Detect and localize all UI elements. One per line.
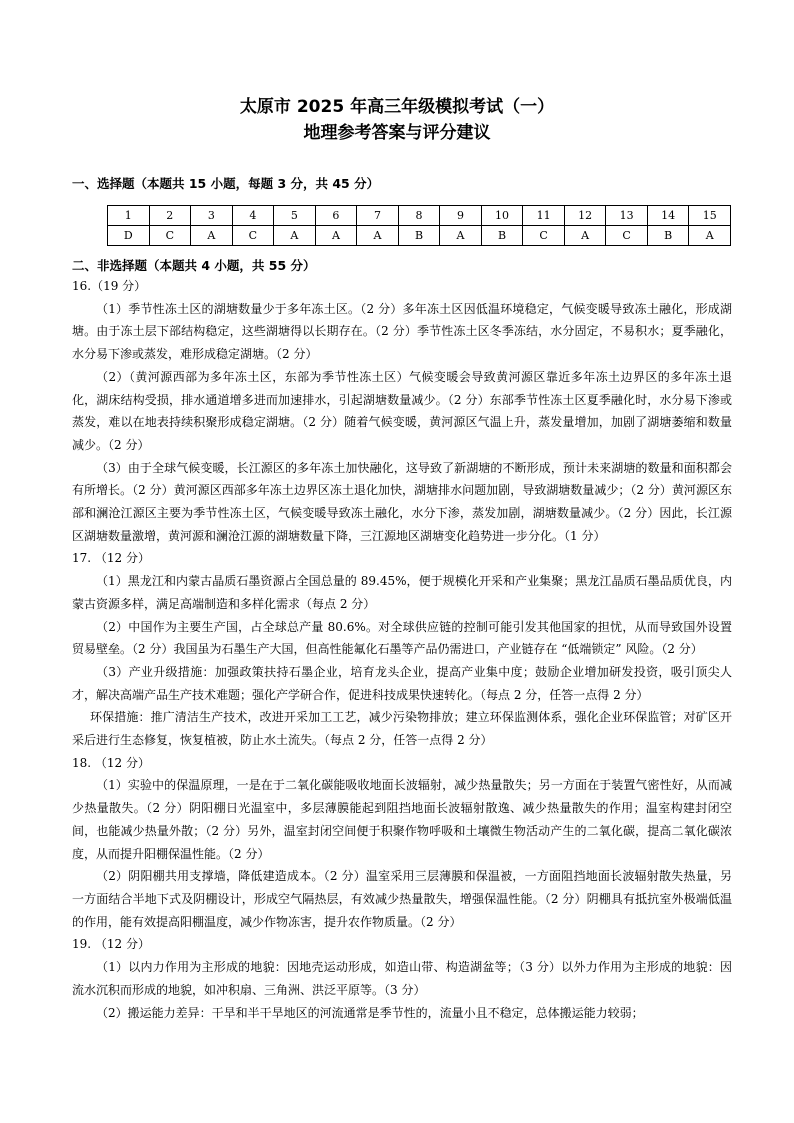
document-subtitle: 地理参考答案与评分建议 (303, 123, 491, 143)
question-19-answer-1: （1）以内力作用为主形成的地貌：因地壳运动形成，如造山带、构造湖盆等；（3 分）以外力作用为主形成的地貌：因流水沉积而形成的地貌，如冲积扇、三角洲、洪泛平原等。（3 分） (72, 960, 732, 997)
answer-cell: A (315, 226, 357, 246)
answer-cell: C (149, 226, 191, 246)
question-18-heading: 18. （12 分） (72, 755, 150, 770)
answer-cell: C (523, 226, 565, 246)
section-heading-multiple-choice: 一、选择题（本题共 15 小题，每题 3 分，共 45 分） (72, 176, 380, 191)
question-number-cell: 2 (149, 206, 191, 226)
question-number-cell: 12 (564, 206, 606, 226)
answer-cell: C (606, 226, 648, 246)
question-number-cell: 15 (689, 206, 731, 226)
question-16-answer-2: （2）（黄河源西部为多年冻土区，东部为季节性冻土区）气候变暖会导致黄河源区靠近多年冻土边界区的多年冻土退化，湖床结构受损，排水通道增多进而加速排水，引起湖塘数量减少。（2 分）东部季节性冻土区夏季融化时，水分易下渗或蒸发，难以在地表持续积聚形成稳定湖塘。（2 分）随着气候变暖，黄河源区气温上升，蒸发量增加，加剧了湖塘萎缩和数量减少。（2 分） (72, 369, 732, 452)
answer-cell: D (108, 226, 150, 246)
answer-cell: C (232, 226, 274, 246)
section-heading-non-multiple-choice: 二、非选择题（本题共 4 小题，共 55 分） (72, 258, 316, 273)
question-16-heading: 16.（19 分） (72, 279, 147, 293)
question-17-answer-1: （1）黑龙江和内蒙古晶质石墨资源占全国总量的 89.45%，便于规模化开采和产业集聚；黑龙江晶质石墨品质优良，内蒙古资源多样，满足高端制造和多样化需求（每点 2 分） (72, 574, 732, 611)
answer-cell: A (440, 226, 482, 246)
question-17-answer-3: （3）产业升级措施：加强政策扶持石墨企业，培育龙头企业，提高产业集中度；鼓励企业增加研发投资，吸引顶尖人才，解决高端产品生产技术难题；强化产学研合作，促进科技成果快速转化。（每点 2 分，任答一点得 2 分） (72, 664, 732, 702)
question-18-answer-1: （1）实验中的保温原理，一是在于二氧化碳能吸收地面长波辐射，减少热量散失；另一方面在于装置气密性好，从而减少热量散失。（2 分）阴阳棚日光温室中，多层薄膜能起到阻挡地面长波辐射散逸、减少热量散失的作用；温室构建封闭空间，也能减少热量外散；（2 分）另外，温室封闭空间便于积聚作物呼吸和土壤微生物活动产生的二氧化碳，提高二氧化碳浓度，从而提升阳棚保温性能。（2 分） (72, 778, 732, 861)
question-number-cell: 3 (191, 206, 233, 226)
question-19-answer-2: （2）搬运能力差异：干旱和半干旱地区的河流通常是季节性的，流量小且不稳定，总体搬运能力较弱； (96, 1005, 644, 1020)
multiple-choice-answer-table (107, 205, 731, 246)
question-number-cell: 11 (523, 206, 565, 226)
question-number-cell: 6 (315, 206, 357, 226)
answer-cell: A (357, 226, 399, 246)
answer-row (108, 226, 731, 246)
answer-cell: B (398, 226, 440, 246)
exam-title: 太原市 2025 年高三年级模拟考试（一） (239, 97, 555, 117)
question-16-answer-1: （1）季节性冻土区的湖塘数量少于多年冻土区。（2 分）多年冻土区因低温环境稳定，气候变暖导致冻土融化，形成湖塘。由于冻土层下部结构稳定，这些湖塘得以长期存在。（2 分）季节性冻土区冬季冻结，水分固定，不易积水；夏季融化，水分易下渗或蒸发，难形成稳定湖塘。（2 分） (72, 301, 732, 362)
question-number-cell: 1 (108, 206, 150, 226)
question-number-cell: 4 (232, 206, 274, 226)
question-number-cell: 5 (274, 206, 316, 226)
question-16-answer-3: （3）由于全球气候变暖，长江源区的多年冻土加快融化，这导致了新湖塘的不断形成，预计未来湖塘的数量和面积都会有所增长。（2 分）黄河源区西部多年冻土边界区冻土退化加快，湖塘排水问题加剧，导致湖塘数量减少；（2 分）黄河源区东部和澜沧江源区主要为季节性冻土区，气候变暖导致冻土融化，水分下渗，蒸发加剧，湖塘数量减少。（2 分）因此，长江源区湖塘数量激增，黄河源和澜沧江源的湖塘数量下降，三江源地区湖塘变化趋势进一步分化。（1 分） (72, 460, 732, 543)
answer-cell: B (481, 226, 523, 246)
answer-cell: A (191, 226, 233, 246)
question-19-heading: 19. （12 分） (72, 937, 150, 952)
answer-cell: A (564, 226, 606, 246)
question-18-answer-2: （2）阴阳棚共用支撑墙，降低建造成本。（2 分）温室采用三层薄膜和保温被，一方面阻挡地面长波辐射散失热量，另一方面结合半地下式及阴棚设计，形成空气隔热层，有效减少热量散失，增强保温性能。（2 分）阴棚具有抵抗室外极端低温的作用，能有效提高阳棚温度，减少作物冻害，提升农作物质量。（2 分） (72, 869, 732, 929)
question-number-cell: 8 (398, 206, 440, 226)
question-17-answer-4: 环保措施：推广清洁生产技术，改进开采加工工艺，减少污染物排放；建立环保监测体系，强化企业环保监管；对矿区开采后进行生态修复，恢复植被，防止水土流失。（每点 2 分，任答一点得 2 分） (72, 710, 732, 748)
question-number-cell: 7 (357, 206, 399, 226)
question-number-cell: 14 (647, 206, 689, 226)
answer-content (72, 275, 732, 1024)
question-number-cell: 13 (606, 206, 648, 226)
answer-cell: A (689, 226, 731, 246)
question-number-cell: 10 (481, 206, 523, 226)
answer-cell: B (647, 226, 689, 246)
question-17-answer-2: （2）中国作为主要生产国，占全球总产量 80.6%。对全球供应链的控制可能引发其他国家的担忧，从而导致国外设置贸易壁垒。（2 分）我国虽为石墨生产大国，但高性能氟化石墨等产品仍需进口，产业链存在 “低端锁定” 风险。（2 分） (72, 619, 732, 657)
question-number-row (108, 206, 731, 226)
answer-cell: A (274, 226, 316, 246)
question-17-heading: 17. （12 分） (72, 551, 150, 566)
question-number-cell: 9 (440, 206, 482, 226)
